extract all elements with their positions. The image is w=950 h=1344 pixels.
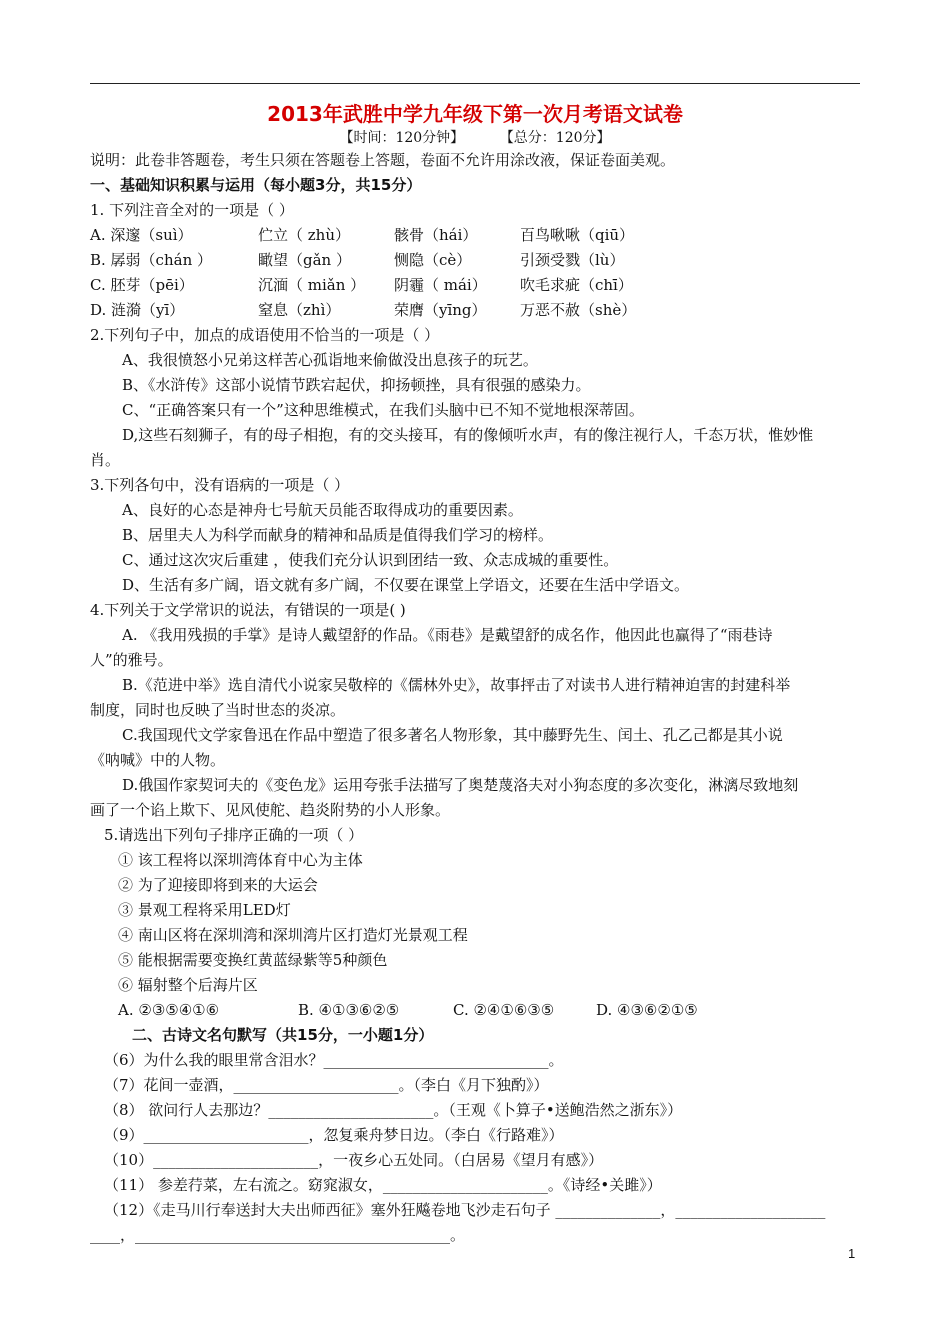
q1-d-3: 荣膺（yīng） — [394, 301, 487, 319]
q5-sentence-2: ② 为了迎接即将到来的大运会 — [118, 876, 318, 894]
q5-sentence-3: ③ 景观工程将采用LED灯 — [118, 901, 291, 919]
q1-c-2: 沉湎（ miǎn ） — [258, 276, 366, 294]
exam-title: 2013年武胜中学九年级下第一次月考语文试卷 — [267, 102, 683, 126]
top-rule — [90, 83, 860, 84]
q5-sentence-4: ④ 南山区将在深圳湾和深圳湾片区打造灯光景观工程 — [118, 926, 468, 944]
q1-d-2: 窒息（zhì） — [258, 301, 341, 319]
section1-heading: 一、基础知识积累与运用（每小题3分，共15分） — [90, 176, 422, 194]
q12-line1: （12）《走马川行奉送封大夫出师西征》塞外狂飚卷地飞沙走石句子 ______________，____________________ — [104, 1201, 826, 1219]
q5-option-a: A. ②③⑤④①⑥ — [118, 1001, 220, 1019]
q3-option-a: A、良好的心态是神舟七号航天员能否取得成功的重要因素。 — [122, 501, 523, 519]
q3-stem: 3.下列各句中，没有语病的一项是（ ） — [90, 476, 350, 494]
q4-option-a-line1: A. 《我用残损的手掌》是诗人戴望舒的作品。《雨巷》是戴望舒的成名作，他因此也赢得了“雨巷诗 — [122, 626, 773, 644]
q5-stem: 5.请选出下列句子排序正确的一项（ ） — [104, 826, 364, 844]
page-number: 1 — [848, 1246, 856, 1261]
q1-b-4: 引颈受戮（lù） — [520, 251, 625, 269]
q5-option-b: B. ④①③⑥②⑤ — [298, 1001, 400, 1019]
q1-a-3: 骸骨（hái） — [394, 226, 478, 244]
q12-line2: ____，__________________________________________。 — [90, 1226, 466, 1244]
exam-meta — [0, 127, 950, 147]
q1-b-1: B. 孱弱（chán ） — [90, 251, 212, 269]
q1-c-1: C. 胚芽（pēi） — [90, 276, 194, 294]
q1-c-3: 阴霾（ mái） — [394, 276, 487, 294]
q3-option-b: B、居里夫人为科学而献身的精神和品质是值得我们学习的榜样。 — [122, 526, 554, 544]
q1-d-1: D. 涟漪（yī） — [90, 301, 185, 319]
q6-line: （6）为什么我的眼里常含泪水？______________________________。 — [104, 1051, 564, 1069]
q1-b-3: 恻隐（cè） — [394, 251, 472, 269]
q1-c-4: 吹毛求疵（chī） — [520, 276, 633, 294]
q2-option-d-line1: D,这些石刻狮子，有的母子相抱，有的交头接耳，有的像倾听水声，有的像注视行人，千态万状，惟妙惟 — [122, 426, 814, 444]
q5-option-c: C. ②④①⑥③⑤ — [453, 1001, 555, 1019]
q2-option-d-line2: 肖。 — [90, 451, 121, 469]
q4-option-b-line2: 制度，同时也反映了当时世态的炎凉。 — [90, 701, 346, 719]
q2-option-c: C、“正确答案只有一个”这种思维模式，在我们头脑中已不知不觉地根深蒂固。 — [122, 401, 644, 419]
q1-a-2: 伫立（ zhù） — [258, 226, 350, 244]
q10-line: （10）______________________，一夜乡心五处同。（白居易《望月有感》） — [104, 1151, 604, 1169]
q4-option-d-line1: D.俄国作家契诃夫的《变色龙》运用夸张手法描写了奥楚蔑洛夫对小狗态度的多次变化，淋漓尽致地刻 — [122, 776, 799, 794]
q5-sentence-5: ⑤ 能根据需要变换红黄蓝绿紫等5种颜色 — [118, 951, 388, 969]
q4-option-b-line1: B.《范进中举》选自清代小说家吴敬梓的《儒林外史》，故事抨击了对读书人进行精神迫害的封建科举 — [122, 676, 791, 694]
q4-stem: 4.下列关于文学常识的说法，有错误的一项是( ) — [90, 601, 406, 619]
q1-a-4: 百鸟啾啾（qiū） — [520, 226, 635, 244]
q1-b-2: 瞰望（gǎn ） — [258, 251, 351, 269]
q11-line: （11） 参差荇菜，左右流之。窈窕淑女，______________________。《诗经•关雎》） — [104, 1176, 662, 1194]
q8-line: （8） 欲问行人去那边？______________________。（王观《卜算子•送鲍浩然之浙东》） — [104, 1101, 683, 1119]
q9-line: （9）______________________，忽复乘舟梦日边。（李白《行路难》） — [104, 1126, 564, 1144]
exam-time: 【时间：120分钟】 — [339, 130, 465, 146]
q7-line: （7）花间一壶酒，______________________。（李白《月下独酌》） — [104, 1076, 549, 1094]
q4-option-d-line2: 画了一个谄上欺下、见风使舵、趋炎附势的小人形象。 — [90, 801, 451, 819]
q5-option-d: D. ④③⑥②①⑤ — [596, 1001, 698, 1019]
q2-stem: 2.下列句子中，加点的成语使用不恰当的一项是（ ） — [90, 326, 440, 344]
q5-sentence-1: ① 该工程将以深圳湾体育中心为主体 — [118, 851, 363, 869]
q1-d-4: 万恶不赦（shè） — [520, 301, 637, 319]
q2-option-b: B、《水浒传》这部小说情节跌宕起伏，抑扬顿挫，具有很强的感染力。 — [122, 376, 591, 394]
q5-sentence-6: ⑥ 辐射整个后海片区 — [118, 976, 258, 994]
instructions: 说明：此卷非答题卷，考生只须在答题卷上答题，卷面不允许用涂改液，保证卷面美观。 — [90, 151, 676, 169]
q1-a-1: A. 深邃（suì） — [90, 226, 193, 244]
q3-option-c: C、通过这次灾后重建 ，使我们充分认识到团结一致、众志成城的重要性。 — [122, 551, 619, 569]
exam-total-score: 【总分：120分】 — [499, 130, 611, 146]
q3-option-d: D、生活有多广阔，语文就有多广阔，不仅要在课堂上学语文，还要在生活中学语文。 — [122, 576, 690, 594]
q4-option-c-line2: 《呐喊》中的人物。 — [90, 751, 226, 769]
q2-option-a: A、我很愤怒小兄弟这样苦心孤诣地来偷做没出息孩子的玩艺。 — [122, 351, 538, 369]
q4-option-a-line2: 人”的雅号。 — [90, 651, 173, 669]
q4-option-c-line1: C.我国现代文学家鲁迅在作品中塑造了很多著名人物形象，其中藤野先生、闰土、孔乙己都是其小说 — [122, 726, 783, 744]
q1-stem: 1. 下列注音全对的一项是（ ） — [90, 201, 294, 219]
section2-heading: 二、古诗文名句默写（共15分，一小题1分） — [132, 1026, 434, 1044]
